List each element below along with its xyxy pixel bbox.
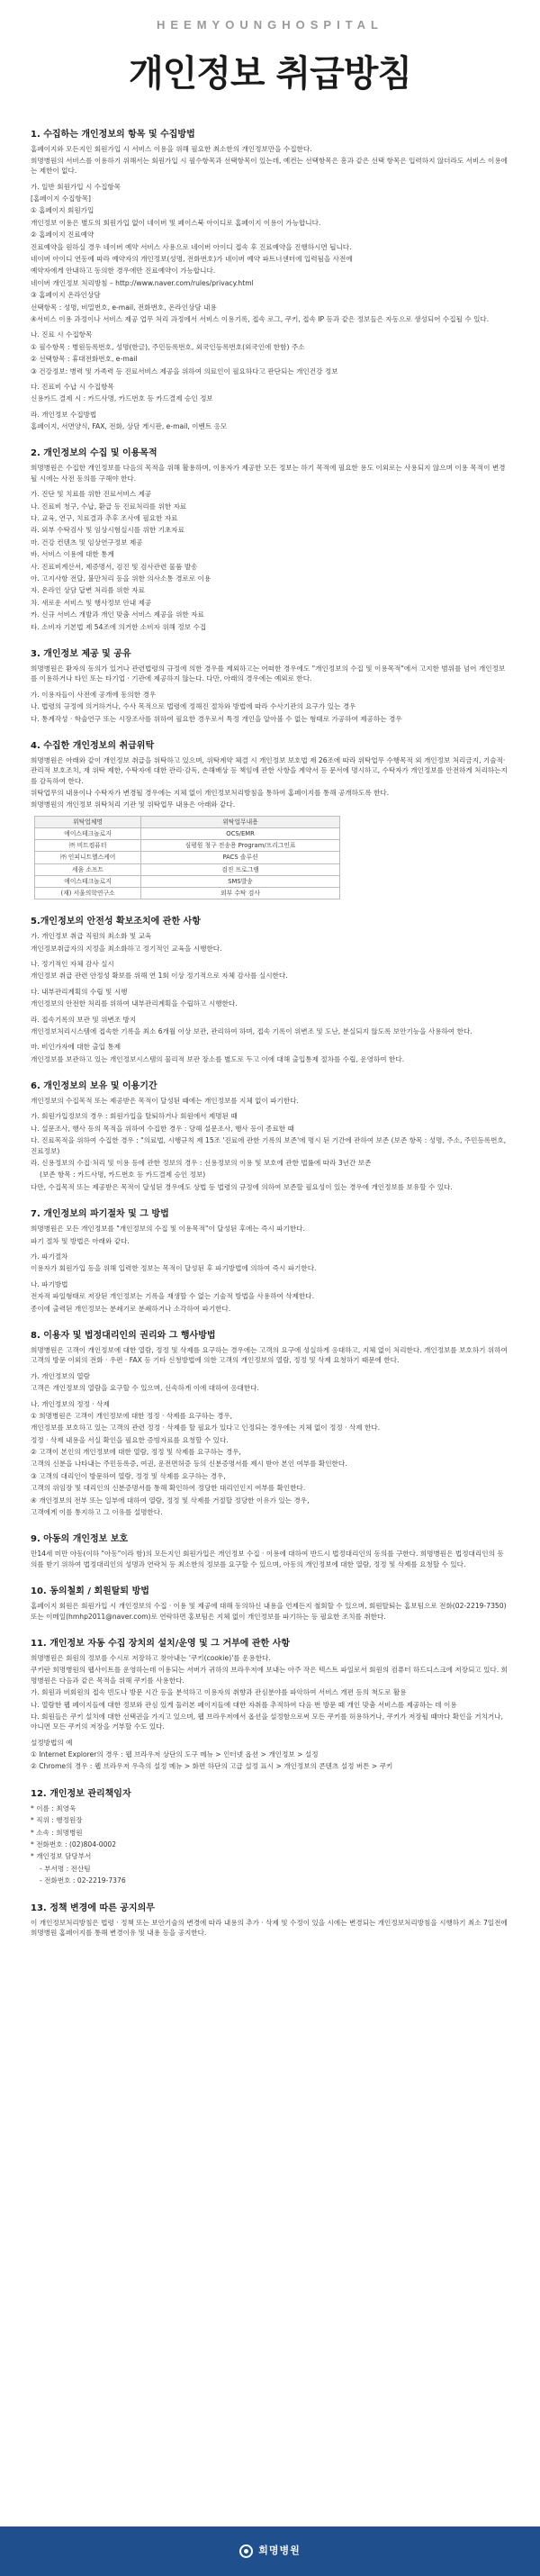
- section-paragraph: 개인정보의 수집목적 또는 제공받은 목적이 달성된 때에는 개인정보를 지체 없이 파기한다.: [31, 1097, 299, 1106]
- section-paragraph: 네이버 아이디 연동에 따라 예약자의 개인정보(성명, 전화번호)가 네이버 예약 파트너센터에 입력됨을 사전에: [31, 255, 353, 264]
- policy-section: [31, 1585, 509, 1622]
- table-row: [35, 875, 340, 887]
- section-paragraph: ② 홈페이지 진료예약: [31, 230, 94, 240]
- section-paragraph: ③ 건강정보: 병력 및 가족력 등 진료서비스 제공을 위하여 의료인이 필요하다고 판단되는 개인건강 정보: [31, 366, 338, 375]
- section-paragraph: * 전화번호 : (02)804-0002: [31, 1840, 117, 1849]
- section-paragraph: ② Chrome의 경우 : 웹 브라우저 우측의 설정 메뉴 > 화면 하단의 고급 설정 표시 > 개인정보의 콘텐츠 설정 버튼 > 쿠키: [31, 1762, 393, 1771]
- table-cell: PACS 솔루션: [141, 852, 340, 863]
- table-cell: SMS발송: [141, 875, 340, 887]
- section-paragraph: 개인정보취급자의 지정을 최소화하고 정기적인 교육을 시행한다.: [31, 944, 222, 953]
- policy-section: [31, 1902, 509, 1939]
- section-paragraph: 전자적 파일형태로 저장된 개인정보는 기록을 재생할 수 없는 기술적 방법을 사용하여 삭제한다.: [31, 1292, 315, 1301]
- section-paragraph: 홈페이지와 모든지인 회원가입 시 서비스 이용을 위해 필요한 최소한의 개인정보만을 수집한다.: [31, 144, 312, 153]
- section-paragraph: 신용카드 결제 시 : 카드사명, 카드번호 등 카드결제 승인 정보: [31, 394, 213, 403]
- policy-section: [31, 1207, 509, 1314]
- table-cell: 외부 수탁 검사: [141, 887, 340, 899]
- section-paragraph: ② 선택항목 : 휴대전화번호, e-mail: [31, 355, 138, 364]
- section-paragraph: 예약자에게 안내하고 동의한 경우에만 진료예약이 가능합니다.: [31, 267, 216, 276]
- section-paragraph: 정정 · 삭제 내용을 서실 확인을 필요한 증빙자료를 요청할 수 있다.: [31, 1435, 229, 1444]
- table-header-cell: 위탁업체명: [35, 816, 141, 827]
- section-title: 7. 개인정보의 파기절차 및 그 방법: [31, 1209, 169, 1220]
- table-cell: 심평원 청구 전송용 Program/프리그인표: [141, 840, 340, 852]
- section-paragraph: ④ 개인정보의 전부 또는 일부에 대하여 열람, 정정 및 삭제를 거절할 정당한 이유가 있는 경우,: [31, 1496, 310, 1505]
- section-paragraph: (보존 항목 : 카드사명, 카드번호 등 카드결제 승인 정보): [40, 1170, 206, 1180]
- section-paragraph: ① 필수항목 : 병원등록번호, 성명(한글), 주민등록번호, 외국인등록번호(외국인에 한함) 주소: [31, 342, 305, 351]
- section-paragraph: 선택항목 : 성명, 비밀번호, e-mail, 전화번호, 온라인상담 내용: [31, 303, 217, 312]
- policy-section: [31, 1080, 509, 1192]
- section-title: 13. 정책 변경에 따른 공지의무: [31, 1903, 155, 1913]
- section-title: 10. 동의철회 / 회원탈퇴 방법: [31, 1586, 149, 1597]
- section-paragraph: 개인정보처리시스템에 접속한 기록을 최소 6개월 이상 보관, 관리하여 하며, 접속 기록이 위변조 및 도난, 분실되지 않도록 보안기능을 사용하여 한다.: [31, 1026, 472, 1035]
- section-paragraph: 나. 열람한 웹 페이지들에 대한 정보와 관심 있게 둘러본 페이지들에 대한 자취를 추적하여 다음 번 방문 때 개인 맞춤 서비스를 제공하는 데 이용: [31, 1700, 457, 1709]
- section-paragraph: ③ 홈페이지 온라인상담: [31, 291, 101, 300]
- section-paragraph: 라. 외부 수탁검사 및 임상시험실시를 위한 기초자료: [31, 526, 184, 535]
- section-paragraph: 개인정보를 보호하고 있는 고객의 관련 정정 · 삭제를 할 필요가 있다고 인정되는 경우에는 지체 없이 정정 · 삭제 한다.: [31, 1424, 381, 1433]
- section-paragraph: 나. 진료 시 수집항목: [31, 330, 93, 339]
- section-title: 3. 개인정보 제공 및 공유: [31, 648, 131, 659]
- section-title: 4. 수집한 개인정보의 취급위탁: [31, 740, 155, 751]
- section-paragraph: 가. 회원가입정보의 경우 : 회원가입을 탈퇴하거나 회원에서 제명된 때: [31, 1112, 238, 1121]
- section-title: 1. 수집하는 개인정보의 항목 및 수집방법: [31, 129, 195, 140]
- page-header: [0, 0, 540, 128]
- section-paragraph: 다. 진료목적을 위하여 수집한 경우 : "의료법, 시행규칙 제 15조 '진료에 관한 기록의 보존'에 명시 된 기간에 관하여 보존 (보존 항목 : 성명, 주소, 주민등록번호, 진료정보): [31, 1136, 507, 1155]
- section-paragraph: 개인정보 취급 관련 안정성 확보를 위해 연 1회 이상 정기적으로 자체 감사를 실시한다.: [31, 972, 288, 981]
- section-paragraph: 차. 새로운 서비스 및 행사정보 안내 제공: [31, 598, 152, 607]
- section-paragraph: 희명병원의 개인정보 위탁처리 기관 및 위탁업무 내용은 아래와 같다.: [31, 800, 236, 809]
- section-title: 5.개인정보의 안전성 확보조치에 관한 사항: [31, 917, 201, 927]
- section-title: 11. 개인정보 자동 수집 장치의 설치/운영 및 그 거부에 관한 사항: [31, 1638, 291, 1649]
- section-paragraph: 마. 건강 컨텐츠 및 임상연구정보 제공: [31, 538, 143, 547]
- section-paragraph: 희명병원의 서비스를 이용하기 위해서는 회원가입 시 필수항목과 선택항목이 있는데, 예컨는 선택항목은 흥과 같은 선택 항목은 입력하지 않더라도 서비스 이용에는 제한이 없다.: [31, 156, 508, 176]
- section-paragraph: 자. 온라인 상담 답변 처리를 위한 자료: [31, 586, 145, 595]
- section-paragraph: 나. 설문조사, 행사 등의 목적을 위하여 수집한 경우 : 당해 설문조사, 행사 등이 종료한 때: [31, 1124, 294, 1133]
- section-paragraph: 라. 개인정보 수집방법: [31, 410, 97, 419]
- section-paragraph: 가. 회원과 비회원의 접속 빈도나 방문 시간 등을 분석하고 이용자의 취향과 관심분야를 파악하여 서비스 개편 등의 척도로 활용: [31, 1688, 407, 1697]
- policy-section: [31, 739, 509, 899]
- section-title: 9. 아동의 개인정보 보호: [31, 1534, 129, 1545]
- section-paragraph: * 개인정보 담당부서: [31, 1852, 92, 1861]
- section-paragraph: 가. 진단 및 치료를 위한 진료서비스 제공: [31, 490, 152, 499]
- section-paragraph: ④서비스 이용 과정이나 서비스 제공 업무 처리 과정에서 서비스 이용기록, 접속 로그, 쿠키, 접속 IP 등과 같은 정보들은 자동으로 생성되어 수집될 수 있다.: [31, 314, 490, 323]
- section-paragraph: 나. 진료비 청구, 수납, 환급 등 진료처리를 위한 자료: [31, 502, 187, 511]
- section-paragraph: 위탁업무의 내용이나 수탁자가 변경될 경우에는 지체 없이 개인정보처리방침을 통하여 홈페이지를 통해 공개하도록 한다.: [31, 789, 390, 798]
- table-row: [35, 863, 340, 875]
- section-paragraph: 네이버 개인정보 처리방침 – http://www.naver.com/rules/privacy.html: [31, 278, 254, 287]
- section-paragraph: 가. 이용자들이 사전에 공개에 동의한 경우: [31, 690, 157, 699]
- section-paragraph: ③ 고객의 대리인이 방문하여 열람, 정정 및 삭제를 요구하는 경우,: [31, 1471, 226, 1480]
- section-paragraph: 나. 파기방법: [31, 1279, 68, 1288]
- section-paragraph: 파기 절차 및 방법은 아래와 같다.: [31, 1236, 130, 1245]
- table-row: [35, 840, 340, 852]
- section-paragraph: 희명병원은 모든 개인정보를 "개인정보의 수집 및 이용목적"이 달성된 후에는 즉시 파기한다.: [31, 1225, 305, 1234]
- section-paragraph: 쿠키란 희명병원의 웹사이트를 운영하는데 이용되는 서버가 귀하의 브라우저에 보내는 아주 작은 텍스트 파일로서 회원의 컴퓨터 하드디스크에 저장되고 있다. 희명병원은 다음과 같은 목적을 위해 쿠키를 사용한다.: [31, 1666, 508, 1685]
- section-paragraph: 나. 법령의 규정에 의거하거나, 수사 목적으로 법령에 정해진 절차와 방법에 따라 수사기관의 요구가 있는 경우: [31, 702, 356, 711]
- section-paragraph: 홈페이지, 서면양식, FAX, 전화, 상담 게시판, e-mail, 이벤트 응모: [31, 422, 228, 431]
- section-paragraph: 고객의 신분을 나타내는 주민등록증, 여권, 운전면허증 등의 신분증명서를 제시 받아 본인 여부를 확인한다.: [31, 1460, 347, 1469]
- table-header-cell: 위탁업무내용: [141, 816, 340, 827]
- table-row: [35, 852, 340, 863]
- section-paragraph: 나. 정기적인 자체 감사 실시: [31, 959, 114, 968]
- section-title: 8. 이용자 및 법정대리인의 권리와 그 행사방법: [31, 1330, 216, 1341]
- section-paragraph: - 부서명 : 전산팀: [40, 1864, 91, 1873]
- footer-bar: [0, 2526, 540, 2576]
- section-paragraph: ① Internet Explorer의 경우 : 웹 브라우저 상단의 도구 메뉴 > 인터넷 옵션 > 개인정보 > 설정: [31, 1750, 319, 1759]
- section-paragraph: 카. 신규 서비스 개발과 개인 맞춤 서비스 제공을 위한 자료: [31, 610, 204, 619]
- policy-section: [31, 1532, 509, 1569]
- section-title: 6. 개인정보의 보유 및 이용기간: [31, 1081, 158, 1092]
- section-paragraph: 가. 파기절차: [31, 1252, 68, 1261]
- trust-table: [34, 816, 340, 899]
- table-cell: 검진 프로그램: [141, 863, 340, 875]
- section-paragraph: * 소속 : 희명병원: [31, 1828, 83, 1837]
- section-paragraph: 개인정보 이용은 별도의 회원가입 없이 네이버 및 페이스북 아이디로 홈페이지 이용이 가능합니다.: [31, 218, 321, 227]
- section-paragraph: ① 홈페이지 회원가입: [31, 206, 94, 215]
- section-paragraph: 희명병원은 환자의 동의가 있거나 관련법령의 규정에 의한 경우를 제외하고는 어떠한 경우에도 "개인정보의 수집 및 이용목적"에서 고지한 범위를 넘어 개인정보를 이용하거나 타인 또는 타기업 · 기관에 제공하지 않는다. 다만, 아래의 경우에는 예외로 한다.: [31, 664, 506, 683]
- section-paragraph: 다. 교육, 연구, 치료결과 추후 조사에 필요한 자료: [31, 514, 178, 523]
- table-cell: 에이스테크놀로지: [35, 828, 141, 840]
- footer-logo-text: 희명병원: [258, 2544, 301, 2557]
- section-paragraph: 다. 내부관리계획의 수립 및 시행: [31, 987, 128, 996]
- section-paragraph: 라. 신용정보의 수집·처리 및 이용 등에 관한 정보의 경우 : 신용정보의 이용 및 보호에 관한 법률에 따라 3년간 보존: [31, 1159, 372, 1168]
- section-paragraph: 만14세 미만 아동(이하 "아동"이라 함)의 모든지인 회원가입은 개인정보 수집 · 이용에 대하여 반드시 법정대리인의 동의를 구한다. 희명병원은 법정대리인의 동의를 받기 위하여 법정대리인의 성명과 연락처 등 최소한의 정보를 요구할 수 있으며, 아동의 개인정보에 대한 열람, 정정 및 삭제를 요청할 수 있다.: [31, 1550, 504, 1568]
- section-paragraph: ② 고객이 본인의 개인정보에 대한 열람, 정정 및 삭제를 요구하는 경우,: [31, 1448, 241, 1457]
- section-paragraph: 종이에 출력된 개인정보는 분쇄기로 분쇄하거나 소각하여 파기한다.: [31, 1304, 231, 1313]
- section-paragraph: 다만, 수집목적 또는 제공받은 목적이 달성된 경우에도 상법 등 법령의 규정에 의하여 보존할 필요성이 있는 경우에 개인정보를 보유할 수 있다.: [31, 1182, 453, 1191]
- section-paragraph: 가. 개인정보의 열람: [31, 1371, 90, 1380]
- section-paragraph: 홈페이지 회원은 회원가입 시 개인정보의 수집 · 이용 및 제공에 대해 동의하신 내용을 언제든지 철회할 수 있으며, 회원탈퇴는 홈보팀으로 전화(02-2219-7350) 또는 이메일(hmhp2011@naver.com)로 연락하면 홍보팀은 지체 없이 개인정보를 파기하는 등 필요한 조치를 취한다.: [31, 1602, 507, 1621]
- section-title: 2. 개인정보의 수집 및 이용목적: [31, 448, 158, 459]
- policy-section: [31, 1329, 509, 1517]
- policy-section: [31, 1637, 509, 1772]
- section-paragraph: 다. 진료비 수납 시 수집항목: [31, 382, 114, 391]
- table-row: [35, 828, 340, 840]
- section-paragraph: 사. 진료비계산서, 제증명서, 검진 및 검사관련 물품 발송: [31, 562, 198, 571]
- section-paragraph: 마. 비인가자에 대한 출입 통제: [31, 1043, 122, 1052]
- section-paragraph: 다. 통계작성 · 학술연구 또는 시장조사를 위하여 필요한 경우로서 특정 개인을 알아볼 수 없는 형태로 가공하여 제공하는 경우: [31, 714, 402, 723]
- section-paragraph: 라. 접속기록의 보관 및 위변조 방지: [31, 1015, 137, 1024]
- section-paragraph: 다. 회원들은 쿠키 설치에 대한 선택권을 가지고 있으며, 웹 브라우저에서 옵션을 설정함으로써 모든 쿠키를 허용하거나, 쿠키가 저장될 때마다 확인을 거치거나, 아니면 모든 쿠키의 저장을 거부할 수도 있다.: [31, 1712, 503, 1731]
- section-paragraph: 희명병원은 수집한 개인정보를 다음의 목적을 위해 활용하며, 이용자가 제공한 모든 정보는 하기 목적에 필요한 용도 이외로는 사용되지 않으며 이용 목적이 변경될 시에는 사전 동의를 구해야 한다.: [31, 464, 506, 483]
- section-paragraph: 가. 일반 회원가입 시 수집항목: [31, 182, 122, 191]
- table-cell: 세움 소프트: [35, 863, 141, 875]
- section-paragraph: 설정방법의 예: [31, 1738, 73, 1747]
- policy-section: [31, 447, 509, 631]
- section-title: 12. 개인정보 관리책임자: [31, 1788, 131, 1799]
- page-title: 개인정보 취급방침: [128, 52, 412, 95]
- hospital-logo-icon: [239, 2544, 253, 2558]
- section-paragraph: 바. 서비스 이용에 대한 통계: [31, 550, 114, 559]
- policy-content: [0, 128, 540, 1939]
- table-cell: 에이스테크놀로지: [35, 875, 141, 887]
- section-paragraph: 고객에게 이를 통지하고 그 이유를 설명한다.: [31, 1508, 163, 1517]
- section-paragraph: 고객은 개인정보의 열람을 요구할 수 있으며, 신속하게 이에 대하여 응대한다.: [31, 1384, 259, 1393]
- table-cell: ㈜ 비트컴퓨터: [35, 840, 141, 852]
- policy-section: [31, 128, 509, 432]
- section-paragraph: * 직위 : 행정원장: [31, 1816, 83, 1825]
- policy-section: [31, 647, 509, 724]
- table-cell: OCS/EMR: [141, 828, 340, 840]
- table-cell: ㈜ 인피니트헬스케어: [35, 852, 141, 863]
- section-paragraph: 희명병원은 아래와 같이 개인정보 취급을 위탁하고 있으며, 위탁계약 체결 시 개인정보 보호법 제 26조에 따라 위탁업무 수행목적 외 개인정보 처리금지, 기술적·관리적 보호조치, 재 위탁 제한, 수탁자에 대한 관리·감독, 손해배상 등 책임에 관한 사항을 계약서 등 문서에 명시하고, 수탁자가 개인정보를 안전하게 처리하는지를 감독하여 한다.: [31, 755, 508, 785]
- policy-section: [31, 1787, 509, 1886]
- section-paragraph: 고객의 위임장 및 대리인의 신분증명서를 통해 확인하여 정당한 대리인인지 여부를 확인한다.: [31, 1484, 306, 1493]
- section-paragraph: 개인정보를 보관하고 있는 개인정보시스템의 물리적 보관 장소를 별도로 두고 이에 대해 출입통제 절차를 수립, 운영하여 한다.: [31, 1054, 405, 1063]
- table-cell: (재) 서울의학연구소: [35, 887, 141, 899]
- hospital-english-name: HEEMYOUNGHOSPITAL: [157, 18, 383, 32]
- section-paragraph: 아. 고지사항 전달, 불만처리 등을 위한 의사소통 경로로 이용: [31, 574, 212, 583]
- section-paragraph: 타. 소비자 기본법 제 54조에 의거한 소비자 위해 정보 수집: [31, 622, 207, 631]
- section-paragraph: 진료예약을 원하실 경우 네이버 예약 서비스 사용으로 네이버 아이디 접속 후 진료예약을 진행하시면 됩니다.: [31, 242, 352, 251]
- section-paragraph: 이용자가 회원가입 등을 위해 입력한 정보는 목적이 달성된 후 파기방법에 의하여 즉시 파기한다.: [31, 1264, 317, 1273]
- section-paragraph: 나. 개인정보의 정정 · 삭제: [31, 1399, 110, 1408]
- section-paragraph: ① 희명병원은 고객이 개인정보에 대한 정정 · 삭제를 요구하는 경우,: [31, 1411, 233, 1420]
- section-paragraph: * 이름 : 최영욱: [31, 1803, 76, 1812]
- section-paragraph: 희명병원은 고객이 개인정보에 대한 열람, 정정 및 삭제를 요구하는 경우에는 고객의 요구에 성실하게 응대하고, 지체 없이 처리한다. 개인정보를 보호하기 위하여 고객의 방문 이외의 전화 · 우편 · FAX 등 기타 신청방법에 의한 고객의 개인정보의 열람, 정정 및 삭제 요청하기 때문에 한다.: [31, 1345, 508, 1365]
- policy-section: [31, 915, 509, 1064]
- section-paragraph: [홈페이지 수집항목]: [31, 194, 92, 203]
- section-paragraph: 개인정보의 안전한 처리를 위하여 내부관리계획을 수립하고 시행한다.: [31, 999, 238, 1008]
- section-paragraph: - 전화번호 : 02-2219-7376: [40, 1876, 126, 1885]
- table-row: [35, 887, 340, 899]
- section-paragraph: 가. 개인정보 취급 직원의 최소화 및 교육: [31, 932, 152, 941]
- section-paragraph: 이 개인정보처리방침은 법령 · 정책 또는 보안기술의 변경에 따라 내용의 추가 · 삭제 및 수정이 있을 시에는 변경되는 개인정보처리방침을 시행하기 최소 7일전에 희명병원 홈페이지를 통해 변경이유 및 내용 등을 공지한다.: [31, 1918, 508, 1937]
- section-paragraph: 희명병원은 회원의 정보를 수시로 저장하고 찾아내는 '쿠키(cookie)'를 운용한다.: [31, 1653, 271, 1662]
